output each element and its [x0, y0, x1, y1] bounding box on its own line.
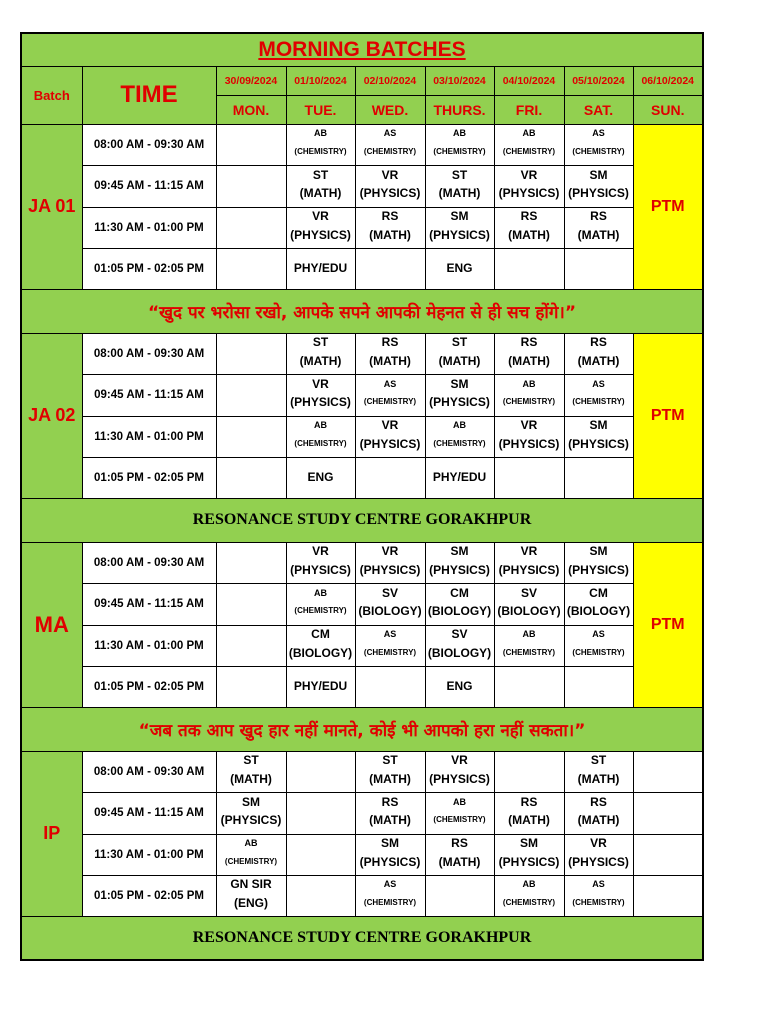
- subject-name: (PHYSICS): [429, 227, 490, 242]
- teacher-code: GN SIR: [230, 877, 272, 892]
- subject-name: (PHYSICS): [220, 813, 282, 828]
- teacher-code: RS: [381, 794, 399, 809]
- timetable: [20, 32, 704, 961]
- teacher-code: RS: [590, 335, 607, 350]
- schedule-cell: [286, 625, 355, 666]
- teacher-code: VR: [381, 418, 399, 433]
- date-header: 03/10/2024: [425, 66, 494, 95]
- subject-name: (MATH): [508, 353, 550, 368]
- schedule-cell: [425, 333, 494, 374]
- schedule-cell: [216, 542, 286, 583]
- teacher-code: AB: [453, 128, 466, 139]
- subject-name: (MATH): [369, 353, 411, 368]
- teacher-code: RS: [520, 794, 538, 809]
- subject-name: (PHYSICS): [290, 227, 351, 242]
- date-header: 06/10/2024: [633, 66, 703, 95]
- teacher-code: SM: [450, 544, 469, 559]
- subject-name: (CHEMISTRY): [294, 606, 347, 616]
- subject-name: (CHEMISTRY): [572, 146, 625, 156]
- schedule-cell: [216, 792, 286, 834]
- schedule-cell: [425, 583, 494, 625]
- teacher-code: ST: [451, 335, 468, 350]
- teacher-code: SM: [381, 836, 399, 851]
- schedule-cell: [494, 834, 564, 875]
- subject-name: (CHEMISTRY): [502, 647, 556, 657]
- schedule-cell: [633, 834, 703, 875]
- schedule-cell: [564, 207, 633, 248]
- teacher-code: VR: [520, 418, 538, 433]
- subject-name: (MATH): [369, 227, 411, 242]
- teacher-code: AS: [383, 378, 397, 389]
- schedule-cell: [216, 583, 286, 625]
- teacher-code: AS: [592, 879, 605, 890]
- subject-name: (CHEMISTRY): [433, 438, 486, 448]
- centre-name-banner: RESONANCE STUDY CENTRE GORAKHPUR: [21, 916, 703, 960]
- date-header: 30/09/2024: [216, 66, 286, 95]
- schedule-cell: [425, 625, 494, 666]
- subject-name: (MATH): [508, 227, 550, 242]
- teacher-code: AB: [522, 378, 536, 389]
- schedule-cell: [355, 792, 425, 834]
- teacher-code: AB: [453, 420, 466, 431]
- schedule-cell: [425, 542, 494, 583]
- schedule-cell: [355, 248, 425, 289]
- subject-name: (CHEMISTRY): [224, 856, 278, 866]
- schedule-cell: [494, 583, 564, 625]
- subject-name: (MATH): [230, 771, 272, 786]
- schedule-cell: [564, 374, 633, 416]
- date-header: 01/10/2024: [286, 66, 355, 95]
- motivational-quote: “जब तक आप खुद हार नहीं मानते, कोई भी आपको हरा नहीं सकता।”: [21, 707, 703, 751]
- subject-name: (PHYSICS): [568, 436, 629, 451]
- day-header: MON.: [216, 95, 286, 124]
- schedule-cell: [564, 165, 633, 207]
- schedule-cell: [355, 875, 425, 916]
- schedule-cell: [425, 666, 494, 707]
- subject-name: (MATH): [508, 813, 550, 828]
- teacher-code: ST: [590, 753, 607, 768]
- schedule-cell: [216, 625, 286, 666]
- subject-name: (PHYSICS): [498, 854, 560, 869]
- time-slot: 09:45 AM - 11:15 AM: [82, 792, 216, 834]
- schedule-cell: [425, 374, 494, 416]
- schedule-cell: [494, 666, 564, 707]
- schedule-cell: [216, 416, 286, 457]
- schedule-cell: [564, 583, 633, 625]
- time-slot: 01:05 PM - 02:05 PM: [82, 457, 216, 498]
- time-slot: 09:45 AM - 11:15 AM: [82, 374, 216, 416]
- time-slot: 09:45 AM - 11:15 AM: [82, 583, 216, 625]
- teacher-code: SM: [589, 167, 608, 182]
- teacher-code: AS: [383, 629, 397, 640]
- subject-name: (BIOLOGY): [427, 645, 492, 660]
- subject-name: (BIOLOGY): [566, 604, 631, 619]
- schedule-cell: [355, 625, 425, 666]
- time-slot: 08:00 AM - 09:30 AM: [82, 124, 216, 165]
- teacher-code: ST: [243, 753, 259, 768]
- schedule-cell: [494, 457, 564, 498]
- teacher-code: VR: [520, 167, 538, 182]
- subject-name: (PHYSICS): [359, 436, 421, 451]
- schedule-cell: [216, 834, 286, 875]
- subject-name: (PHYSICS): [568, 562, 629, 577]
- schedule-cell: [494, 165, 564, 207]
- teacher-code: RS: [590, 209, 607, 224]
- subject-name: (BIOLOGY): [358, 604, 422, 619]
- schedule-cell: [355, 374, 425, 416]
- schedule-cell: [216, 248, 286, 289]
- subject-name: (BIOLOGY): [427, 604, 492, 619]
- teacher-code: SV: [520, 585, 537, 600]
- schedule-cell: [286, 457, 355, 498]
- teacher-code: SM: [520, 836, 538, 851]
- schedule-cell: [425, 457, 494, 498]
- subject-name: (PHYSICS): [498, 186, 560, 201]
- schedule-cell: [564, 834, 633, 875]
- subject-name: (MATH): [369, 771, 411, 786]
- day-header: SAT.: [564, 95, 633, 124]
- schedule-cell: [564, 124, 633, 165]
- teacher-code: VR: [590, 836, 607, 851]
- schedule-cell: [355, 834, 425, 875]
- teacher-code: ENG: [446, 678, 473, 693]
- subject-name: (PHYSICS): [359, 854, 421, 869]
- schedule-cell: [494, 751, 564, 792]
- subject-name: (PHYSICS): [498, 562, 560, 577]
- schedule-cell: [425, 751, 494, 792]
- teacher-code: RS: [520, 335, 538, 350]
- teacher-code: RS: [590, 794, 607, 809]
- schedule-cell: [494, 625, 564, 666]
- schedule-cell: [216, 165, 286, 207]
- subject-name: (CHEMISTRY): [572, 897, 625, 907]
- teacher-code: ST: [451, 167, 468, 182]
- schedule-cell: [286, 248, 355, 289]
- schedule-cell: [425, 875, 494, 916]
- schedule-cell: [564, 666, 633, 707]
- schedule-cell: [286, 875, 355, 916]
- subject-name: (CHEMISTRY): [572, 647, 625, 657]
- teacher-code: RS: [381, 335, 399, 350]
- subject-name: (BIOLOGY): [497, 604, 561, 619]
- subject-name: (MATH): [438, 854, 481, 869]
- teacher-code: SV: [381, 585, 398, 600]
- teacher-code: AB: [522, 629, 536, 640]
- ptm-label: PTM: [633, 333, 703, 498]
- schedule-cell: [355, 583, 425, 625]
- teacher-code: VR: [312, 544, 329, 559]
- teacher-code: AB: [314, 587, 327, 598]
- teacher-code: SM: [450, 209, 469, 224]
- subject-name: (CHEMISTRY): [294, 438, 347, 448]
- subject-name: (BIOLOGY): [288, 645, 353, 660]
- teacher-code: ENG: [446, 260, 473, 275]
- subject-name: (PHYSICS): [290, 395, 351, 410]
- subject-name: (CHEMISTRY): [363, 897, 417, 907]
- day-header: THURS.: [425, 95, 494, 124]
- schedule-cell: [494, 333, 564, 374]
- schedule-cell: [494, 374, 564, 416]
- schedule-cell: [355, 751, 425, 792]
- schedule-cell: [564, 333, 633, 374]
- day-header: WED.: [355, 95, 425, 124]
- teacher-code: AS: [592, 128, 605, 139]
- teacher-code: RS: [381, 209, 399, 224]
- time-slot: 11:30 AM - 01:00 PM: [82, 207, 216, 248]
- schedule-cell: [355, 165, 425, 207]
- subject-name: (MATH): [577, 813, 620, 828]
- schedule-cell: [286, 333, 355, 374]
- schedule-cell: [355, 457, 425, 498]
- schedule-cell: [286, 583, 355, 625]
- subject-name: (MATH): [299, 186, 342, 201]
- schedule-cell: [286, 666, 355, 707]
- subject-name: (CHEMISTRY): [294, 146, 347, 156]
- teacher-code: VR: [520, 544, 538, 559]
- teacher-code: ST: [312, 335, 329, 350]
- teacher-code: VR: [312, 376, 329, 391]
- schedule-cell: [216, 374, 286, 416]
- teacher-code: AB: [244, 838, 258, 849]
- schedule-cell: [425, 416, 494, 457]
- subject-name: (PHYSICS): [429, 562, 490, 577]
- time-slot: 11:30 AM - 01:00 PM: [82, 625, 216, 666]
- time-slot: 08:00 AM - 09:30 AM: [82, 333, 216, 374]
- schedule-cell: [216, 124, 286, 165]
- subject-name: (CHEMISTRY): [363, 397, 417, 407]
- subject-name: (PHYSICS): [568, 186, 629, 201]
- time-slot: 01:05 PM - 02:05 PM: [82, 666, 216, 707]
- teacher-code: AB: [314, 128, 327, 139]
- schedule-cell: [286, 751, 355, 792]
- schedule-cell: [355, 207, 425, 248]
- schedule-cell: [216, 207, 286, 248]
- teacher-code: AS: [592, 629, 605, 640]
- subject-name: (CHEMISTRY): [363, 647, 417, 657]
- teacher-code: PHY/EDU: [432, 469, 487, 484]
- subject-name: (CHEMISTRY): [502, 146, 556, 156]
- batch-header: Batch: [21, 66, 82, 124]
- schedule-cell: [564, 625, 633, 666]
- schedule-cell: [494, 207, 564, 248]
- schedule-cell: [494, 542, 564, 583]
- schedule-cell: [355, 416, 425, 457]
- teacher-code: CM: [450, 585, 469, 600]
- subject-name: (CHEMISTRY): [433, 146, 486, 156]
- subject-name: (PHYSICS): [429, 395, 490, 410]
- subject-name: (MATH): [577, 227, 620, 242]
- batch-name: JA 01: [21, 124, 82, 289]
- date-header: 04/10/2024: [494, 66, 564, 95]
- schedule-cell: [286, 207, 355, 248]
- day-header: SUN.: [633, 95, 703, 124]
- schedule-cell: [564, 751, 633, 792]
- schedule-cell: [494, 124, 564, 165]
- centre-name-banner: RESONANCE STUDY CENTRE GORAKHPUR: [21, 498, 703, 542]
- teacher-code: AS: [592, 378, 605, 389]
- schedule-cell: [286, 792, 355, 834]
- schedule-cell: [425, 207, 494, 248]
- teacher-code: SM: [589, 418, 608, 433]
- subject-name: (MATH): [577, 771, 620, 786]
- teacher-code: AB: [314, 420, 327, 431]
- time-slot: 11:30 AM - 01:00 PM: [82, 834, 216, 875]
- subject-name: (PHYSICS): [568, 854, 629, 869]
- ptm-label: PTM: [633, 542, 703, 707]
- subject-name: (MATH): [299, 353, 342, 368]
- schedule-cell: [425, 165, 494, 207]
- teacher-code: RS: [451, 836, 468, 851]
- teacher-code: SM: [450, 376, 469, 391]
- subject-name: (CHEMISTRY): [572, 397, 625, 407]
- schedule-cell: [494, 875, 564, 916]
- batch-name: MA: [21, 542, 82, 707]
- schedule-cell: [564, 792, 633, 834]
- date-header: 02/10/2024: [355, 66, 425, 95]
- teacher-code: AB: [522, 879, 536, 890]
- subject-name: (PHYSICS): [429, 771, 490, 786]
- schedule-cell: [216, 333, 286, 374]
- date-header: 05/10/2024: [564, 66, 633, 95]
- teacher-code: AS: [383, 128, 397, 139]
- schedule-cell: [216, 751, 286, 792]
- subject-name: (CHEMISTRY): [363, 146, 417, 156]
- schedule-cell: [633, 875, 703, 916]
- ptm-label: PTM: [633, 124, 703, 289]
- teacher-code: AB: [522, 128, 536, 139]
- subject-name: (CHEMISTRY): [502, 897, 556, 907]
- schedule-cell: [633, 792, 703, 834]
- time-slot: 01:05 PM - 02:05 PM: [82, 248, 216, 289]
- time-slot: 08:00 AM - 09:30 AM: [82, 542, 216, 583]
- subject-name: (PHYSICS): [498, 436, 560, 451]
- teacher-code: ST: [312, 167, 329, 182]
- schedule-cell: [286, 834, 355, 875]
- teacher-code: CM: [311, 627, 330, 642]
- schedule-cell: [286, 124, 355, 165]
- schedule-cell: [564, 875, 633, 916]
- teacher-code: ENG: [307, 469, 334, 484]
- subject-name: (PHYSICS): [290, 562, 351, 577]
- time-slot: 09:45 AM - 11:15 AM: [82, 165, 216, 207]
- teacher-code: SM: [242, 794, 260, 809]
- teacher-code: VR: [312, 209, 329, 224]
- subject-name: (MATH): [577, 353, 620, 368]
- day-header: TUE.: [286, 95, 355, 124]
- subject-name: (CHEMISTRY): [502, 397, 556, 407]
- page-title: MORNING BATCHES: [21, 33, 703, 66]
- teacher-code: PHY/EDU: [293, 260, 348, 275]
- subject-name: (MATH): [438, 353, 481, 368]
- teacher-code: CM: [589, 585, 608, 600]
- time-header: TIME: [82, 66, 216, 124]
- subject-name: (MATH): [438, 186, 481, 201]
- subject-name: (ENG): [234, 895, 268, 910]
- schedule-cell: [286, 374, 355, 416]
- teacher-code: AB: [453, 796, 466, 807]
- schedule-cell: [564, 416, 633, 457]
- subject-name: (MATH): [369, 813, 411, 828]
- schedule-cell: [286, 416, 355, 457]
- schedule-cell: [286, 542, 355, 583]
- motivational-quote: “खुद पर भरोसा रखो, आपके सपने आपकी मेहनत से ही सच होंगे।”: [21, 289, 703, 333]
- schedule-cell: [564, 542, 633, 583]
- schedule-cell: [564, 248, 633, 289]
- schedule-cell: [355, 333, 425, 374]
- schedule-cell: [494, 792, 564, 834]
- schedule-cell: [494, 248, 564, 289]
- schedule-cell: [355, 666, 425, 707]
- subject-name: (CHEMISTRY): [433, 815, 486, 825]
- schedule-cell: [355, 124, 425, 165]
- day-header: FRI.: [494, 95, 564, 124]
- time-slot: 01:05 PM - 02:05 PM: [82, 875, 216, 916]
- schedule-cell: [286, 165, 355, 207]
- subject-name: (PHYSICS): [359, 186, 421, 201]
- schedule-cell: [216, 875, 286, 916]
- schedule-cell: [216, 666, 286, 707]
- teacher-code: AS: [383, 879, 397, 890]
- teacher-code: PHY/EDU: [293, 678, 348, 693]
- teacher-code: VR: [381, 167, 399, 182]
- schedule-cell: [494, 416, 564, 457]
- teacher-code: SM: [589, 544, 608, 559]
- subject-name: (PHYSICS): [359, 562, 421, 577]
- teacher-code: ST: [382, 753, 398, 768]
- batch-name: JA 02: [21, 333, 82, 498]
- time-slot: 11:30 AM - 01:00 PM: [82, 416, 216, 457]
- schedule-cell: [425, 124, 494, 165]
- schedule-cell: [425, 792, 494, 834]
- batch-name: IP: [21, 751, 82, 916]
- time-slot: 08:00 AM - 09:30 AM: [82, 751, 216, 792]
- schedule-cell: [564, 457, 633, 498]
- teacher-code: VR: [381, 544, 399, 559]
- schedule-cell: [425, 834, 494, 875]
- schedule-cell: [216, 457, 286, 498]
- schedule-cell: [425, 248, 494, 289]
- schedule-cell: [355, 542, 425, 583]
- teacher-code: SV: [451, 627, 468, 642]
- teacher-code: VR: [451, 753, 468, 768]
- teacher-code: RS: [520, 209, 538, 224]
- schedule-cell: [633, 751, 703, 792]
